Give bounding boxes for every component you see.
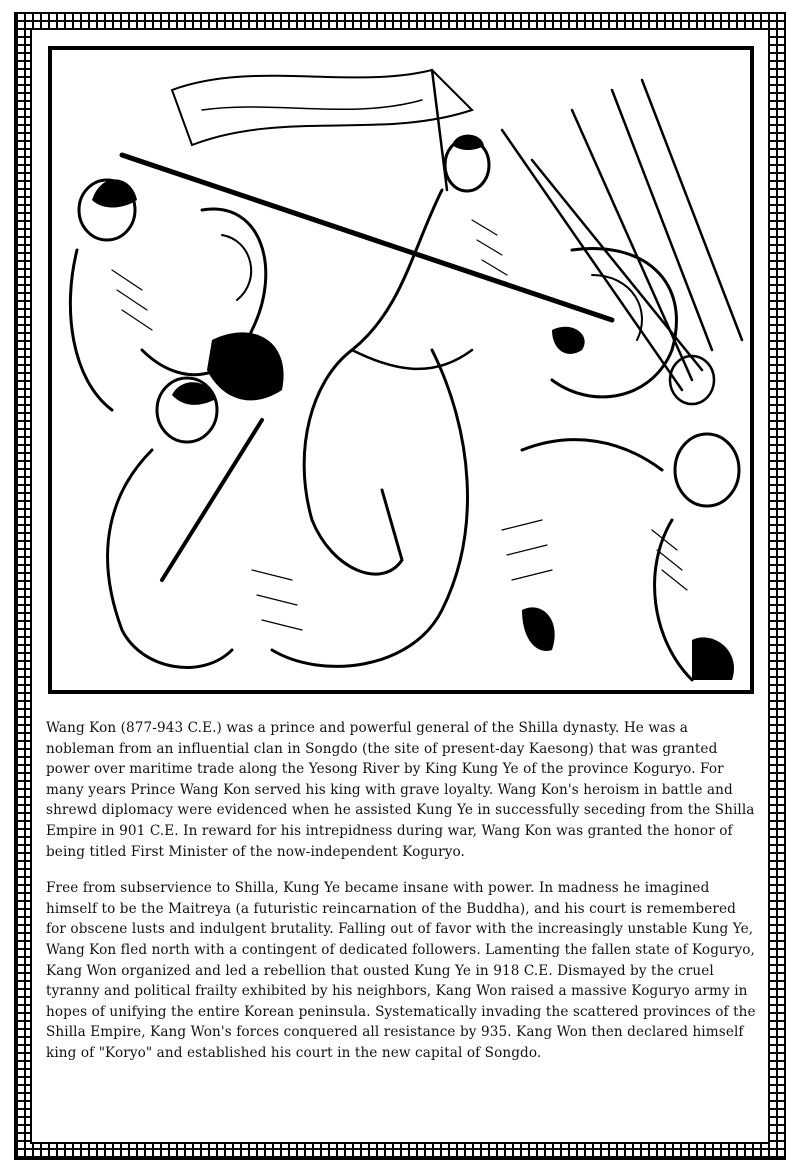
battle-scene-drawing	[52, 50, 750, 690]
paragraph-2: Free from subservience to Shilla, Kung Ye became insane with power. In madness he imagined himself to be the Maitreya (a futuristic reincarnation of the Buddha), and his court is remembered for obscene lusts and indulgent brutality. Falling out of favor with the increasingly unstable Kung Ye, Wang Kon fled north with a contingent of dedicated followers. Lamenting the fallen state of Koguryo, Kang Won organized and led a rebellion that ousted Kung Ye in 918 C.E. Dismayed by the cruel tyranny and political frailty exhibited by his neighbors, Kang Won raised a massive Koguryo army in hopes of unifying the entire Korean peninsula. Systematically invading the scattered provinces of the Shilla Empire, Kang Won's forces conquered all resistance by 935. Kang Won then declared himself king of "Koryo" and established his court in the new capital of Songdo.	[46, 880, 756, 1061]
paragraph-1: Wang Kon (877-943 C.E.) was a prince and powerful general of the Shilla dynasty. He was a nobleman from an influential clan in Songdo (the site of present-day Kaesong) that was granted power over maritime trade along the Yesong River by King Kung Ye of the province Koguryo. For many years Prince Wang Kon served his king with grave loyalty. Wang Kon's heroism in battle and shrewd diplomacy were evidenced when he assisted Kung Ye in successfully seceding from the Shilla Empire in 901 C.E. In reward for his intrepidness during war, Wang Kon was granted the honor of being titled First Minister of the now-independent Koguryo.	[46, 720, 755, 860]
battle-illustration	[48, 46, 754, 694]
body-text	[46, 718, 758, 1080]
